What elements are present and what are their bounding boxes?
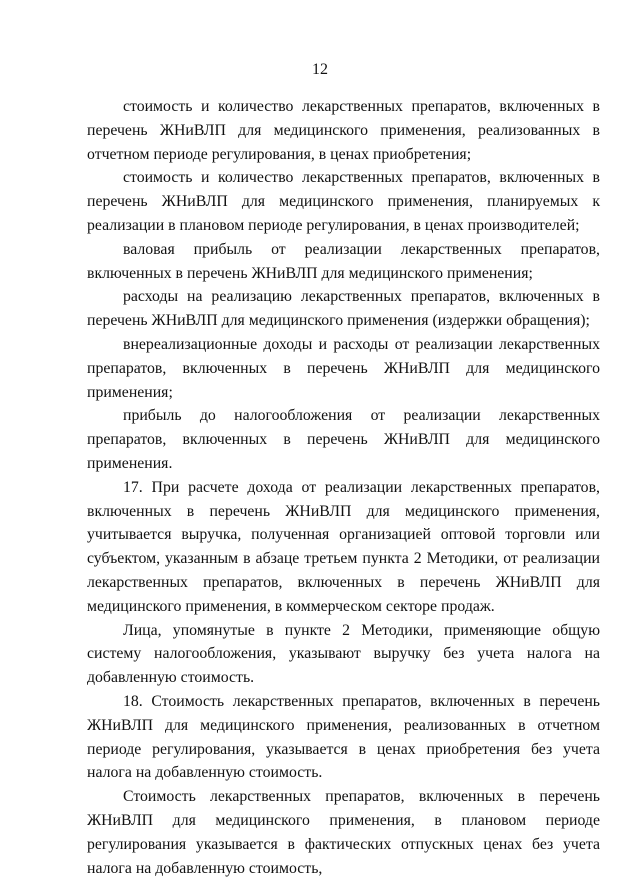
paragraph-2: стоимость и количество лекарственных препаратов, включенных в перечень ЖНиВЛП для медицинского применения, планируемых к реализации в плановом периоде регулирования, в ценах производителей;	[87, 169, 600, 234]
paragraph-4: расходы на реализацию лекарственных препаратов, включенных в перечень ЖНиВЛП для медицинского применения (издержки обращения);	[87, 288, 600, 330]
paragraph-6: прибыль до налогообложения от реализации лекарственных препаратов, включенных в перечень ЖНиВЛП для медицинского применения.	[87, 407, 600, 472]
paragraph-3: валовая прибыль от реализации лекарственных препаратов, включенных в перечень ЖНиВЛП для медицинского применения;	[87, 240, 600, 282]
page-number: 12	[312, 61, 328, 78]
paragraph-7: 17. При расчете дохода от реализации лекарственных препаратов, включенных в перечень ЖНиВЛП для медицинского применения, учитывается выручка, полученная организацией оптовой торговли или субъектом, указанным в абзаце третьем пункта 2 Методики, от реализации лекарственных препаратов, включенных в перечень ЖНиВЛП для медицинского применения, в коммерческом секторе продаж.	[87, 478, 600, 615]
paragraph-5: внереализационные доходы и расходы от реализации лекарственных препаратов, включенных в перечень ЖНиВЛП для медицинского применения;	[87, 335, 600, 401]
paragraph-10: Стоимость лекарственных препаратов, включенных в перечень ЖНиВЛП для медицинского применения, в плановом периоде регулирования указывается в фактических отпускных ценах без учета налога на добавленную стоимость,	[87, 788, 600, 877]
paragraph-8: Лица, упомянутые в пункте 2 Методики, применяющие общую систему налогообложения, указывают выручку без учета налога на добавленную стоимость.	[87, 621, 600, 687]
paragraph-9: 18. Стоимость лекарственных препаратов, включенных в перечень ЖНиВЛП для медицинского применения, реализованных в отчетном периоде регулирования, указывается в ценах приобретения без учета налога на добавленную стоимость.	[87, 692, 600, 782]
paragraph-1: стоимость и количество лекарственных препаратов, включенных в перечень ЖНиВЛП для медицинского применения, реализованных в отчетном периоде регулирования, в ценах приобретения;	[87, 98, 600, 163]
document-body	[87, 95, 600, 880]
